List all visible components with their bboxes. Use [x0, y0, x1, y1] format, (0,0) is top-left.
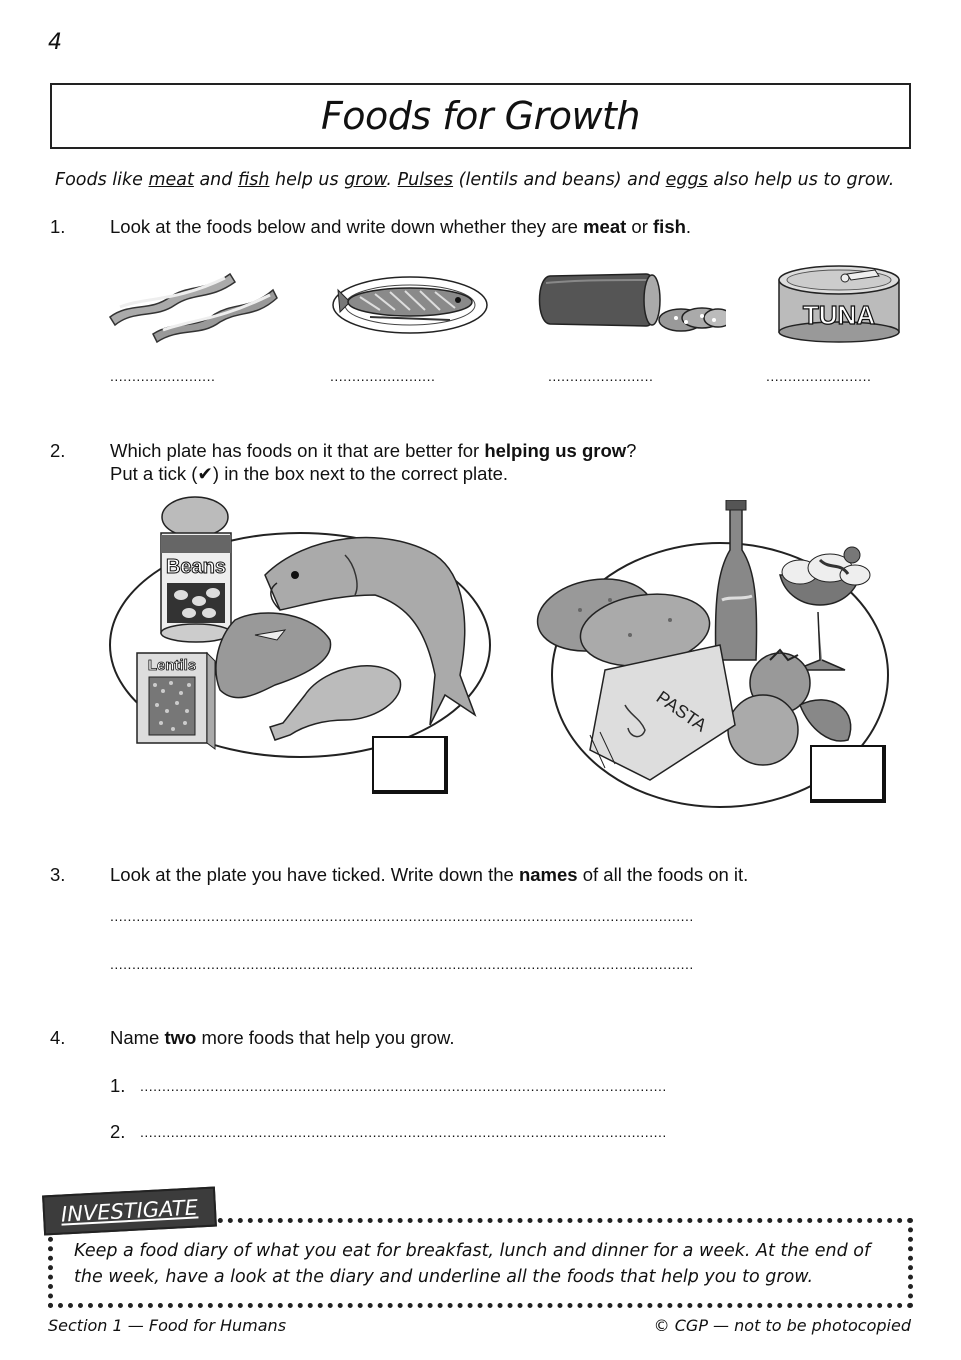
pasta-label: PASTA [652, 686, 711, 736]
q3-number: 3. [50, 864, 66, 885]
q2-text: Which plate has foods on it that are better for helping us grow? [110, 440, 637, 461]
fish-plate-image [330, 272, 490, 337]
q3-answer-line-2[interactable]: ..................................................................................................................................... [110, 956, 694, 972]
q4-number: 4. [50, 1027, 66, 1048]
q4-item-2-number: 2. [110, 1121, 126, 1142]
q4-text: Name two more foods that help you grow. [110, 1027, 455, 1048]
page-title: Foods for Growth [320, 94, 641, 138]
q2-instruction: Put a tick (✔) in the box next to the correct plate. [110, 463, 509, 484]
q3-answer-line-1[interactable]: ..................................................................................................................................... [110, 908, 694, 924]
lentils-label: Lentils [147, 657, 197, 674]
investigate-label: INVESTIGATE [42, 1187, 217, 1236]
keyword-eggs: eggs [665, 170, 708, 190]
answer-line-bacon[interactable]: ........................ [110, 368, 216, 384]
keyword-pulses: Pulses [397, 170, 454, 190]
title-box [50, 83, 911, 149]
q1-text: Look at the foods below and write down whether they are meat or fish. [110, 216, 692, 237]
intro-text: Foods like meat and fish help us grow. Pulses (lentils and beans) and eggs also help us to grow. [55, 170, 895, 190]
page-number: 4 [48, 30, 62, 55]
tick-box-right-plate[interactable] [810, 745, 886, 803]
beans-label: Beans [165, 556, 227, 578]
tick-box-left-plate[interactable] [372, 736, 448, 794]
q3-text: Look at the plate you have ticked. Write down the names of all the foods on it. [110, 864, 749, 885]
q1-number: 1. [50, 216, 66, 237]
answer-line-tuna[interactable]: ........................ [766, 368, 872, 384]
q4-answer-line-2[interactable]: ........................................................................................................................ [140, 1124, 667, 1140]
keyword-grow: grow [344, 170, 387, 190]
footer-copyright: © CGP — not to be photocopied [653, 1316, 911, 1335]
bacon-image [105, 262, 280, 347]
q2-number: 2. [50, 440, 66, 461]
tuna-can-image [775, 262, 903, 344]
keyword-fish: fish [237, 170, 270, 190]
q4-answer-line-1[interactable]: ........................................................................................................................ [140, 1078, 667, 1094]
tuna-label: TUNA [802, 300, 876, 330]
answer-line-fish[interactable]: ........................ [330, 368, 436, 384]
investigate-text: Keep a food diary of what you eat for breakfast, lunch and dinner for a week. At the end of the week, have a look at the diary and underline all the foods that help you to grow. [74, 1241, 871, 1287]
answer-line-salami[interactable]: ........................ [548, 368, 654, 384]
footer-section: Section 1 — Food for Humans [48, 1316, 287, 1335]
q4-item-1-number: 1. [110, 1075, 126, 1096]
salami-image [536, 268, 726, 340]
keyword-meat: meat [148, 170, 194, 190]
